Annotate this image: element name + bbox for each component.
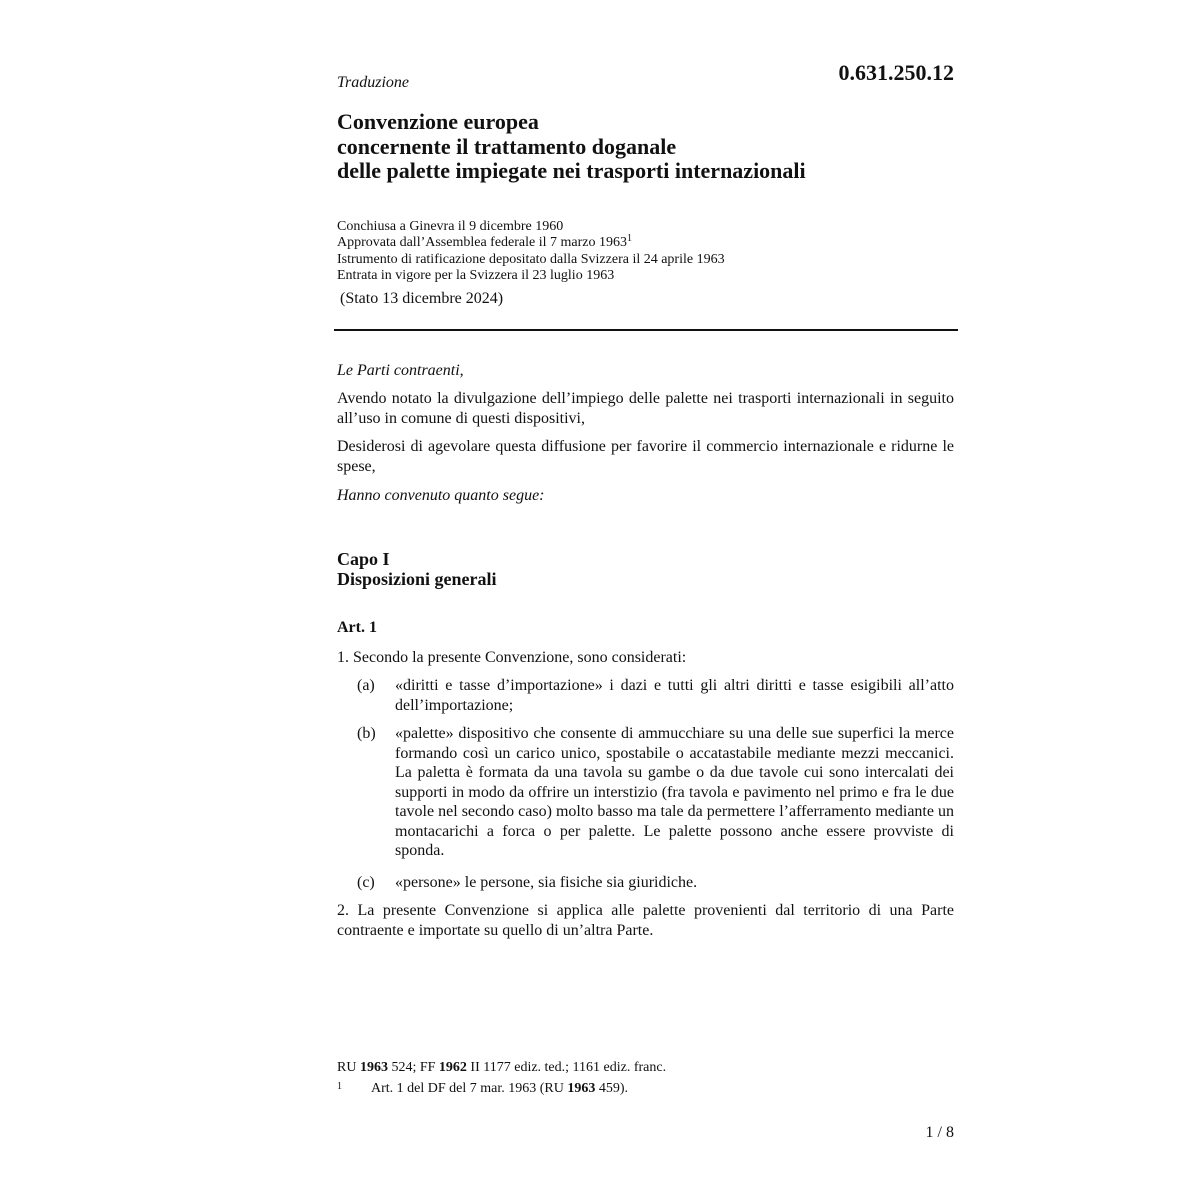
preamble-paragraph-3: Hanno convenuto quanto segue: bbox=[337, 487, 545, 504]
article-heading: Art. 1 bbox=[337, 619, 377, 636]
list-item-c bbox=[357, 873, 954, 893]
article-paragraph-2: 2. La presente Convenzione si applica alle palette provenienti dal territorio di una Parte contraente e importate su quello di un’altra Parte. bbox=[337, 902, 954, 939]
article-paragraph-1: 1. Secondo la presente Convenzione, sono considerati: bbox=[337, 649, 687, 666]
document-title bbox=[337, 110, 977, 184]
list-item-text: «palette» dispositivo che consente di ammucchiare su una delle sue superfici la merce formando così un carico unico, spostabile o accatastabile mediante mezzi meccanici. La paletta è formata da una tavola su gambe o da due tavole cui sono intercalati dei supporti in modo da offrire un interstizio (fra tavola e pavimento nel primo e fra le due tavole nel secondo caso) molto basso ma tale da permettere l’afferramento mediante un montacarichi a forca o per palette. Le palette possono anche essere provviste di sponda. bbox=[395, 725, 954, 859]
list-item-b bbox=[357, 724, 954, 861]
chapter-title: Disposizioni generali bbox=[337, 568, 497, 589]
preamble-parties: Le Parti contraenti, bbox=[337, 362, 464, 379]
concluded-date: Conchiusa a Ginevra il 9 dicembre 1960 bbox=[337, 219, 564, 234]
document-metadata bbox=[337, 219, 977, 284]
title-line-1: Convenzione europea bbox=[337, 109, 539, 134]
list-item-text: «persone» le persone, sia fisiche sia giuridiche. bbox=[395, 874, 698, 891]
ratification-date: Istrumento di ratificazione depositato dalla Svizzera il 24 aprile 1963 bbox=[337, 251, 725, 267]
title-line-2: concernente il trattamento doganale bbox=[337, 133, 677, 159]
status-date: (Stato 13 dicembre 2024) bbox=[340, 290, 504, 307]
approval-date bbox=[337, 235, 977, 251]
footnote-1-suffix: 459). bbox=[595, 1081, 629, 1096]
footnote-1-year: 1963 bbox=[567, 1081, 596, 1096]
footnote-ru-suffix: II 1177 ediz. ted.; 1161 ediz. franc. bbox=[466, 1060, 667, 1075]
list-item-label: (a) bbox=[357, 677, 375, 694]
preamble-paragraph-1: Avendo notato la divulgazione dell’impiego delle palette nei trasporti internazionali in seguito all’uso in comune di questi dispositivi, bbox=[337, 390, 954, 427]
translation-label: Traduzione bbox=[337, 74, 410, 91]
footnote-ru-year: 1963 bbox=[359, 1060, 388, 1075]
chapter-number: Capo I bbox=[337, 549, 390, 569]
list-item-text: «diritti e tasse d’importazione» i dazi e tutti gli altri diritti e tasse esigibili all’atto dell’importazione; bbox=[395, 677, 954, 714]
footnote-ru-prefix: RU bbox=[337, 1060, 360, 1075]
footnote-ru-mid: 524; FF bbox=[387, 1060, 439, 1075]
document-number: 0.631.250.12 bbox=[838, 60, 954, 85]
title-line-3: delle palette impiegate nei trasporti internazionali bbox=[337, 158, 806, 183]
footnote-reference: 1 bbox=[627, 233, 633, 245]
preamble-paragraph-2: Desiderosi di agevolare questa diffusione per favorire il commercio internazionale e ridurne le spese, bbox=[337, 438, 954, 475]
entry-into-force-date: Entrata in vigore per la Svizzera il 23 luglio 1963 bbox=[337, 267, 615, 283]
list-item-label: (b) bbox=[357, 725, 376, 742]
footnote-1-prefix: Art. 1 del DF del 7 mar. 1963 (RU bbox=[371, 1081, 568, 1096]
page-number: 1 / 8 bbox=[925, 1124, 954, 1141]
list-item-a bbox=[357, 676, 954, 715]
footnote-1 bbox=[337, 1079, 954, 1099]
approval-date-text: Approvata dall’Assemblea federale il 7 marzo 1963 bbox=[337, 235, 628, 251]
list-item-label: (c) bbox=[357, 874, 375, 891]
footnote-ru bbox=[337, 1058, 954, 1078]
header-divider bbox=[334, 329, 958, 331]
chapter-heading bbox=[337, 550, 497, 589]
footnote-ff-year: 1962 bbox=[438, 1060, 467, 1075]
footnote-number: 1 bbox=[337, 1081, 342, 1092]
